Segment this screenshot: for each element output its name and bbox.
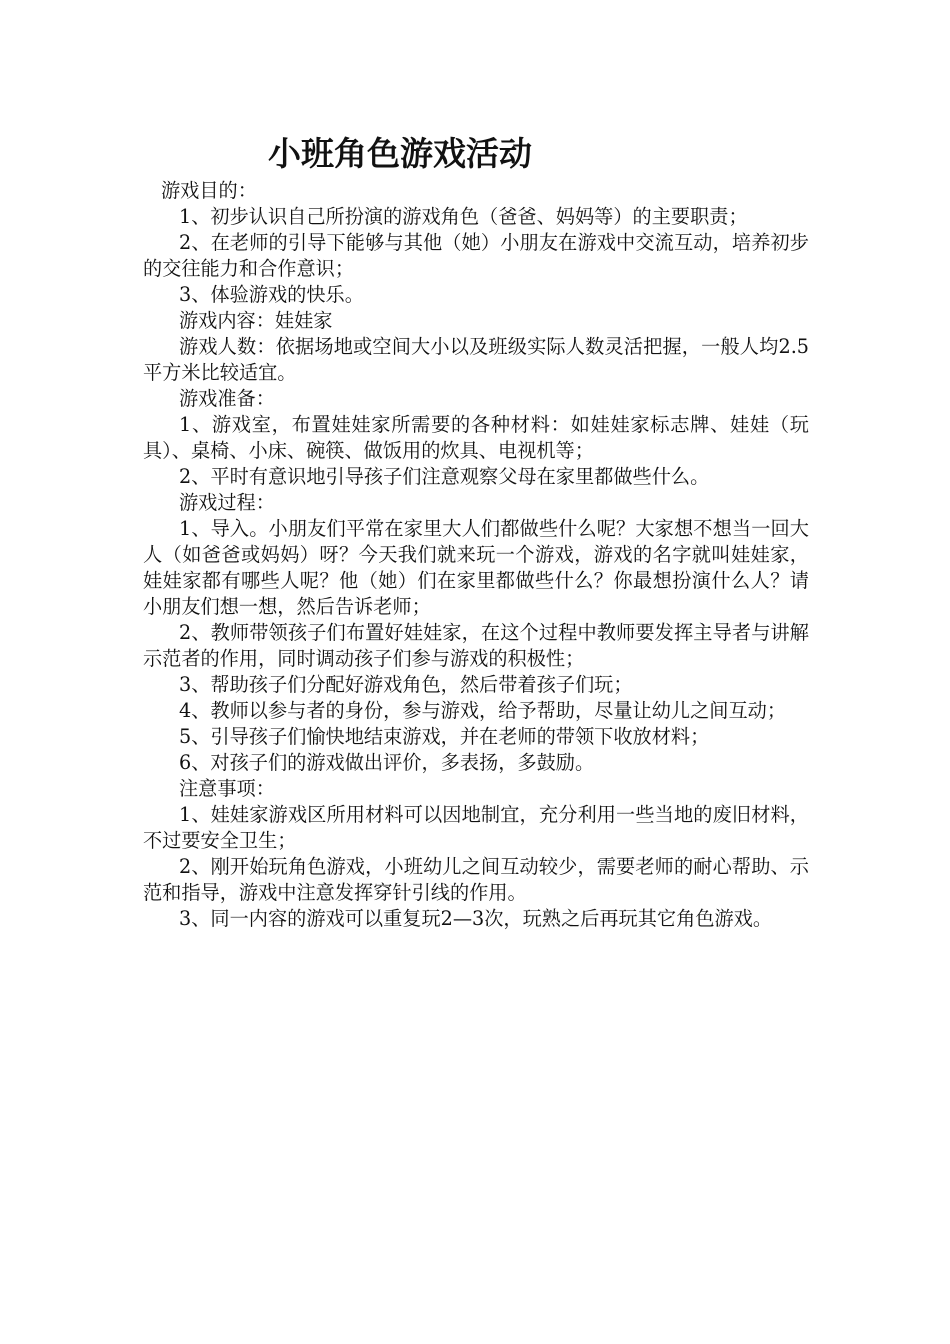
section-heading-goals: 游戏目的： <box>161 179 257 202</box>
section-heading-preparation: 游戏准备： <box>179 387 275 410</box>
document-body <box>143 178 809 932</box>
note-item: 2、刚开始玩角色游戏，小班幼儿之间互动较少，需要老师的耐心帮助、示范和指导，游戏中注意发挥穿针引线的作用。 <box>143 855 809 904</box>
note-item: 3、同一内容的游戏可以重复玩2—3次，玩熟之后再玩其它角色游戏。 <box>179 907 773 930</box>
process-item: 2、教师带领孩子们布置好娃娃家，在这个过程中教师要发挥主导者与讲解示范者的作用，同时调动孩子们参与游戏的积极性； <box>143 621 809 670</box>
process-item: 4、教师以参与者的身份，参与游戏，给予帮助，尽量让幼儿之间互动； <box>179 699 787 722</box>
goal-item: 1、初步认识自己所扮演的游戏角色（爸爸、妈妈等）的主要职责； <box>179 205 748 228</box>
process-item: 6、对孩子们的游戏做出评价，多表扬，多鼓励。 <box>179 751 595 774</box>
section-heading-notes: 注意事项： <box>179 777 275 800</box>
note-item: 1、娃娃家游戏区所用材料可以因地制宜，充分利用一些当地的废旧材料，不过要安全卫生； <box>143 803 809 852</box>
process-item: 3、帮助孩子们分配好游戏角色，然后带着孩子们玩； <box>179 673 633 696</box>
preparation-item: 1、游戏室，布置娃娃家所需要的各种材料：如娃娃家标志牌、娃娃（玩具）、桌椅、小床、碗筷、做饭用的炊具、电视机等； <box>143 413 809 462</box>
document-title: 小班角色游戏活动 <box>268 134 532 173</box>
process-item: 5、引导孩子们愉快地结束游戏，并在老师的带领下收放材料； <box>179 725 710 748</box>
game-content: 游戏内容：娃娃家 <box>179 309 333 332</box>
goal-item: 3、体验游戏的快乐。 <box>179 283 364 306</box>
game-players: 游戏人数：依据场地或空间大小以及班级实际人数灵活把握，一般人均2.5平方米比较适宜。 <box>143 335 809 384</box>
section-heading-process: 游戏过程： <box>179 491 275 514</box>
process-item: 1、导入。小朋友们平常在家里大人们都做些什么呢？大家想不想当一回大人（如爸爸或妈妈）呀？今天我们就来玩一个游戏，游戏的名字就叫娃娃家，娃娃家都有哪些人呢？他（她）们在家里都做些什么？你最想扮演什么人？请小朋友们想一想，然后告诉老师； <box>143 517 809 618</box>
preparation-item: 2、平时有意识地引导孩子们注意观察父母在家里都做些什么。 <box>179 465 710 488</box>
goal-item: 2、在老师的引导下能够与其他（她）小朋友在游戏中交流互动，培养初步的交往能力和合作意识； <box>143 231 809 280</box>
